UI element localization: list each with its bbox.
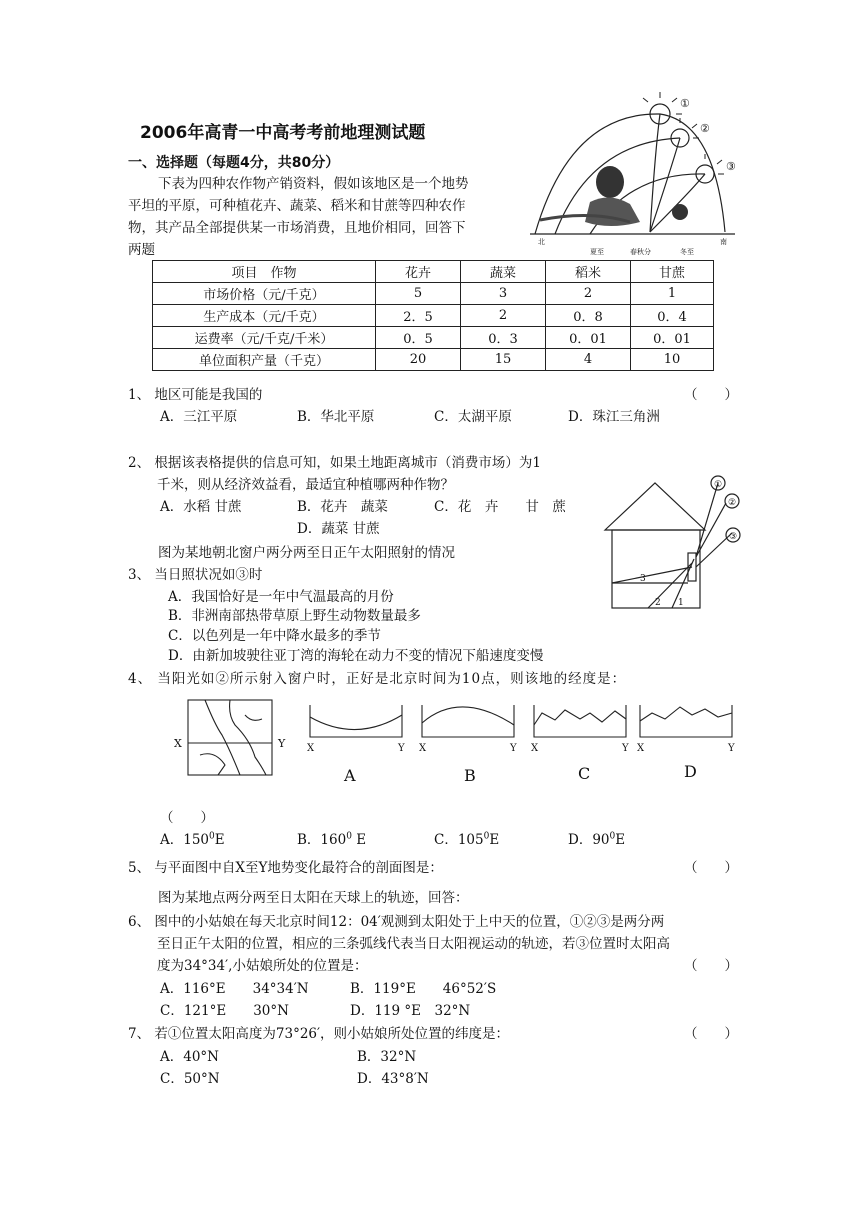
q2-option-c: C．花 卉 甘 蔗 xyxy=(434,499,566,515)
profile-d-x: X xyxy=(637,743,645,754)
q6-stem-2: 至日正午太阳的位置，相应的三条弧线代表当日太阳视运动的轨迹，若③位置时太阳高 xyxy=(157,936,670,952)
table-cell: 2 xyxy=(461,305,546,327)
table-cell: 1 xyxy=(631,283,714,305)
summer-solstice-label: 夏至 xyxy=(590,248,604,256)
window-angle-3: 3 xyxy=(640,574,646,584)
q7-option-b: B．32°N xyxy=(357,1049,417,1065)
q1-option-a: A．三江平原 xyxy=(160,409,238,425)
intro-line-3: 物，其产品全部提供某一市场消费，且地价相同，回答下 xyxy=(128,220,466,236)
q1-option-c: C．太湖平原 xyxy=(434,409,512,425)
girl-icon xyxy=(540,166,688,226)
profile-c-x: X xyxy=(531,743,539,754)
q7-stem xyxy=(128,1022,509,1042)
q6-option-c: C．121°E 30°N xyxy=(160,1003,289,1019)
q6-stem-3: 度为34°34′,小姑娘所处的位置是： xyxy=(157,958,368,974)
table-cell: 4 xyxy=(546,349,631,371)
q7-number: 7、 xyxy=(128,1026,151,1042)
window-marker-3: ③ xyxy=(729,532,738,542)
q4-option-a-unit: E xyxy=(214,832,225,848)
q4-number: 4、 xyxy=(128,671,153,687)
table-header-cell: 项目 作物 xyxy=(153,261,376,283)
window-angle-1: 1 xyxy=(678,598,684,608)
q4-option-a-value: A．150 xyxy=(160,832,210,848)
q1-option-d: D．珠江三角洲 xyxy=(568,409,660,425)
south-label: 南 xyxy=(720,238,727,246)
window-angle-2: 2 xyxy=(655,598,661,608)
table-cell: 生产成本（元/千克） xyxy=(153,305,376,327)
q4-option-d xyxy=(568,828,625,848)
table-cell: 2 xyxy=(546,283,631,305)
q4-option-d-value: D．90 xyxy=(568,832,610,848)
q3-number: 3、 xyxy=(128,567,151,583)
profile-c-y: Y xyxy=(622,743,629,754)
table-cell: 0．01 xyxy=(546,327,631,349)
section-heading: 一、选择题（每题4分，共80分） xyxy=(128,155,340,171)
intro-line-1: 下表为四种农作物产销资料，假如该地区是一个地势 xyxy=(158,176,469,192)
q3-option-d: D．由新加坡驶往亚丁湾的海轮在动力不变的情况下船速度变慢 xyxy=(168,648,544,664)
sun-trajectory-figure xyxy=(530,92,750,257)
table-row xyxy=(153,327,714,349)
table-cell: 0．3 xyxy=(461,327,546,349)
q4-option-d-sup: 0 xyxy=(609,831,616,842)
q5-number: 5、 xyxy=(128,860,151,876)
table-cell: 5 xyxy=(376,283,461,305)
sun-marker-3: ③ xyxy=(726,160,736,173)
intro-line-2: 平坦的平原，可种植花卉、蔬菜、稻米和甘蔗等四种农作 xyxy=(128,198,466,214)
q6-option-d: D．119 °E 32°N xyxy=(350,1003,471,1019)
q3-option-a: A．我国恰好是一年中气温最高的月份 xyxy=(168,589,394,605)
q1-text: 地区可能是我国的 xyxy=(154,387,263,403)
q4-answer-paren: （ ） xyxy=(160,810,214,826)
profile-d-y: Y xyxy=(728,743,735,754)
table-cell: 20 xyxy=(376,349,461,371)
table-header-cell: 甘蔗 xyxy=(631,261,714,283)
q4-option-b xyxy=(297,828,366,848)
north-window-figure xyxy=(600,475,745,615)
q4-option-a xyxy=(160,828,225,848)
q6-option-b: B．119°E 46°52′S xyxy=(350,981,497,997)
q2-option-b: B．花卉 蔬菜 xyxy=(297,499,388,515)
window-marker-2: ② xyxy=(728,498,737,508)
table-cell: 单位面积产量（千克） xyxy=(153,349,376,371)
q3-option-b: B．非洲南部热带草原上野生动物数量最多 xyxy=(168,608,421,624)
table-cell: 15 xyxy=(461,349,546,371)
table-cell: 0．4 xyxy=(631,305,714,327)
intro-line-4: 两题 xyxy=(128,242,155,258)
window-marker-1: ① xyxy=(714,480,723,490)
winter-solstice-label: 冬至 xyxy=(680,248,694,256)
q4-option-c-unit: E xyxy=(489,832,500,848)
table-header-cell: 稻米 xyxy=(546,261,631,283)
q7-answer-paren: （ ） xyxy=(684,1026,738,1042)
q6-stem-1 xyxy=(128,910,664,930)
q4-option-b-unit: E xyxy=(351,832,367,848)
profile-a-y: Y xyxy=(398,743,405,754)
q4-text: 当阳光如②所示射入窗户时，正好是北京时间为10点，则该地的经度是： xyxy=(157,671,627,687)
table-cell: 10 xyxy=(631,349,714,371)
q2-stem-2: 千米，则从经济效益看，最适宜种植哪两种作物？ xyxy=(157,477,454,493)
profile-label-b: B xyxy=(464,766,476,785)
profile-label-d: D xyxy=(684,762,697,781)
table-header-cell: 花卉 xyxy=(376,261,461,283)
terrain-profile-figure xyxy=(170,695,740,790)
table-cell: 0．8 xyxy=(546,305,631,327)
profile-b-y: Y xyxy=(510,743,517,754)
q3-option-c: C．以色列是一年中降水最多的季节 xyxy=(168,628,381,644)
q4-option-a-sup: 0 xyxy=(209,831,215,842)
q3-text: 当日照状况如③时 xyxy=(154,567,263,583)
q2-option-a: A．水稻 甘蔗 xyxy=(160,499,242,515)
q7-option-c: C．50°N xyxy=(160,1071,220,1087)
q4-option-c-value: C．105 xyxy=(434,832,484,848)
q2-option-d: D．蔬菜 甘蔗 xyxy=(297,521,380,537)
plan-y-label: Y xyxy=(278,737,286,750)
table-header-row xyxy=(153,261,714,283)
q6-option-a: A．116°E 34°34′N xyxy=(160,981,309,997)
q6-number: 6、 xyxy=(128,914,151,930)
profile-b-x: X xyxy=(419,743,427,754)
q4-option-c-sup: 0 xyxy=(483,831,490,842)
table-cell: 3 xyxy=(461,283,546,305)
sun-intro: 图为某地点两分两至日太阳在天球上的轨迹，回答： xyxy=(158,890,469,906)
table-cell: 0．01 xyxy=(631,327,714,349)
q3-stem xyxy=(128,563,262,583)
window-intro: 图为某地朝北窗户两分两至日正午太阳照射的情况 xyxy=(158,545,455,561)
q2-stem-1 xyxy=(128,451,541,471)
q1-number: 1、 xyxy=(128,387,151,403)
q2-text-1: 根据该表格提供的信息可知，如果土地距离城市（消费市场）为1 xyxy=(154,455,541,471)
q5-stem xyxy=(128,856,443,876)
sun-marker-2: ② xyxy=(700,122,710,135)
page-title: 2006年高青一中高考考前地理测试题 xyxy=(140,123,426,143)
q2-number: 2、 xyxy=(128,455,151,471)
q4-option-d-unit: E xyxy=(615,832,626,848)
table-row xyxy=(153,305,714,327)
crop-data-table xyxy=(152,260,714,371)
q4-option-b-sup: 0 xyxy=(346,831,352,842)
table-row xyxy=(153,283,714,305)
table-cell: 运费率（元/千克/千米） xyxy=(153,327,376,349)
table-cell: 市场价格（元/千克） xyxy=(153,283,376,305)
q6-answer-paren: （ ） xyxy=(684,958,738,974)
table-cell: 0．5 xyxy=(376,327,461,349)
q7-option-d: D．43°8′N xyxy=(357,1071,429,1087)
profile-a-x: X xyxy=(307,743,315,754)
q1-option-b: B．华北平原 xyxy=(297,409,375,425)
table-row xyxy=(153,349,714,371)
profile-label-c: C xyxy=(578,764,591,783)
q4-stem xyxy=(128,667,626,687)
q7-text: 若①位置太阳高度为73°26′，则小姑娘所处位置的纬度是： xyxy=(154,1026,510,1042)
profile-label-a: A xyxy=(344,766,356,785)
sun-marker-1: ① xyxy=(680,97,690,110)
q5-answer-paren: （ ） xyxy=(684,860,738,876)
table-header-cell: 蔬菜 xyxy=(461,261,546,283)
q1-answer-paren: （ ） xyxy=(684,387,738,403)
q4-option-b-value: B．160 xyxy=(297,832,347,848)
q4-option-c xyxy=(434,828,499,848)
equinox-label: 春秋分 xyxy=(630,248,651,256)
q1-stem xyxy=(128,383,262,403)
table-cell: 2．5 xyxy=(376,305,461,327)
q5-text: 与平面图中自X至Y地势变化最符合的剖面图是： xyxy=(154,860,443,876)
plan-x-label: X xyxy=(174,737,182,750)
north-label: 北 xyxy=(538,238,545,246)
q7-option-a: A．40°N xyxy=(160,1049,219,1065)
q6-text-1: 图中的小姑娘在每天北京时间12：04′观测到太阳处于上中天的位置，①②③是两分两 xyxy=(154,914,665,930)
